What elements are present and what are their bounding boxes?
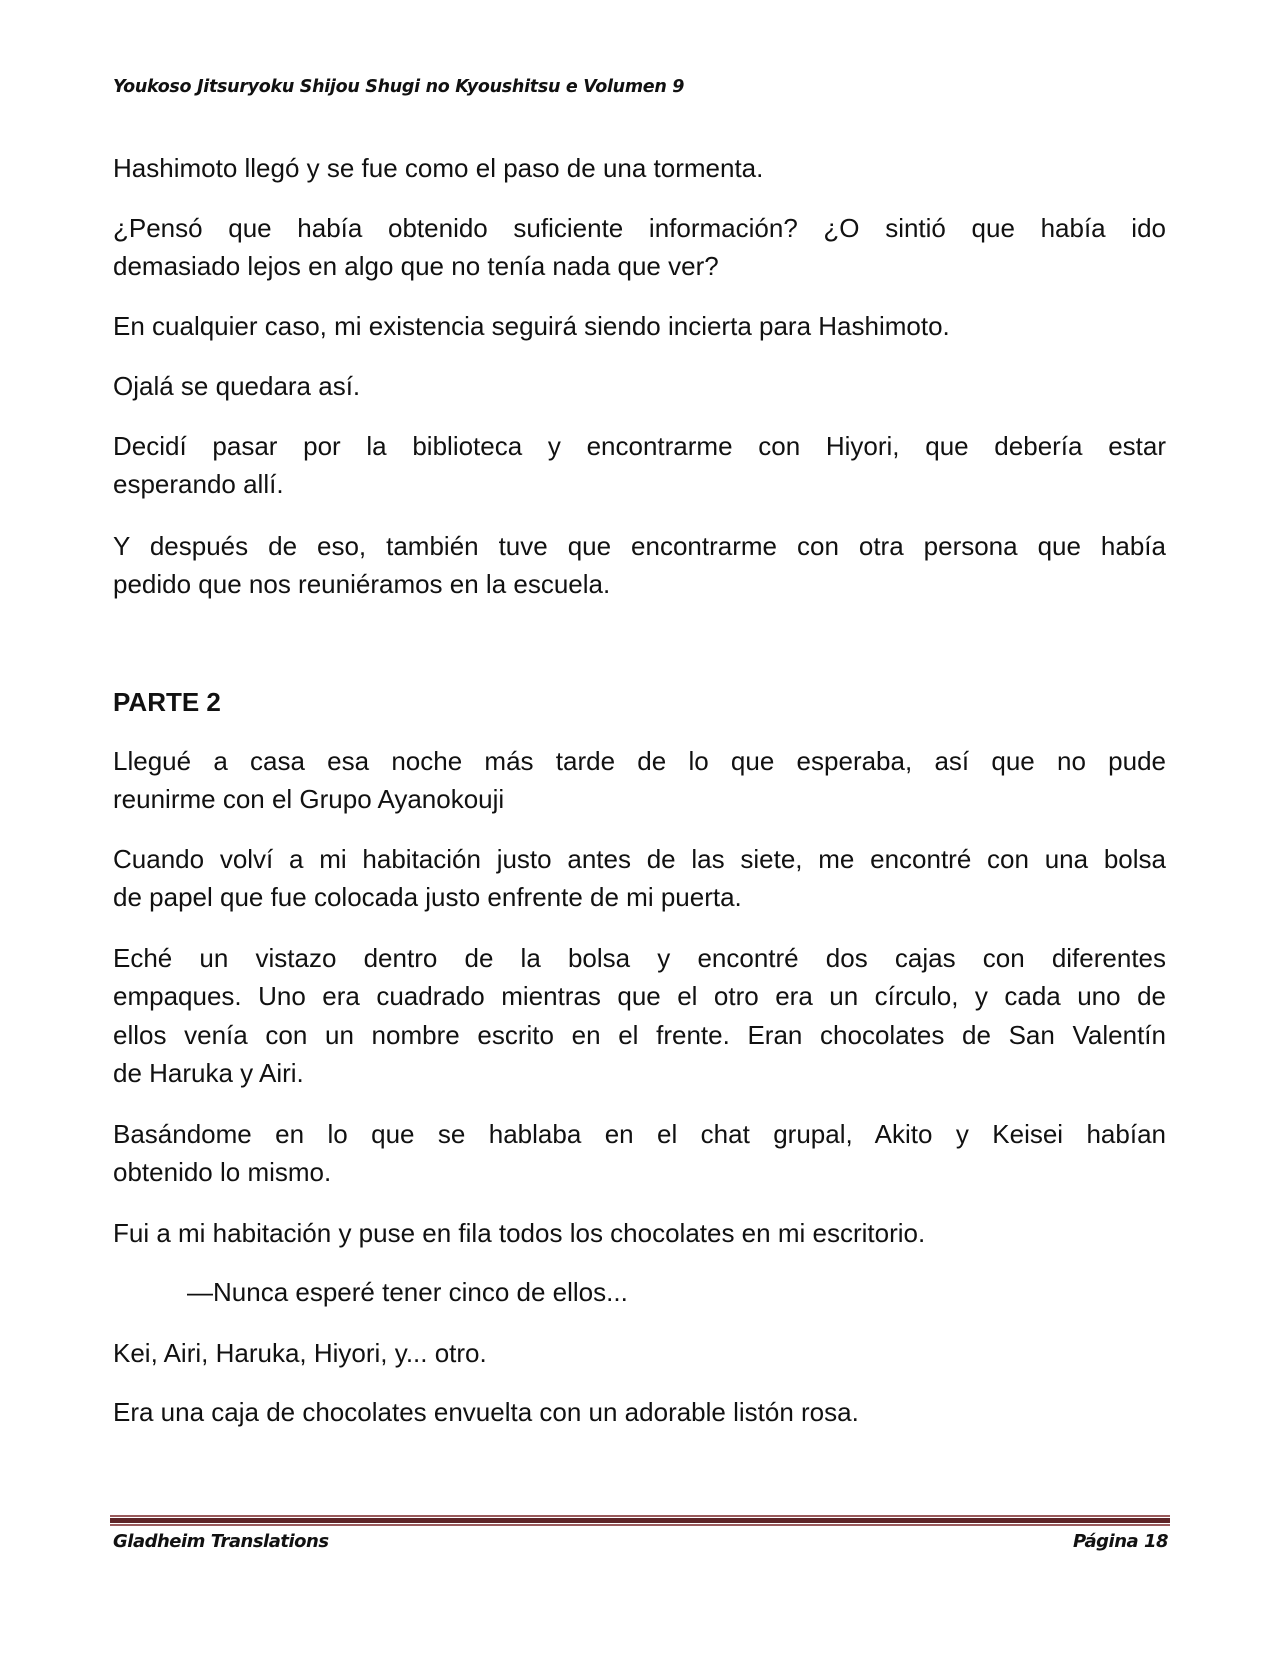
text-line: pedido que nos reuniéramos en la escuela.: [113, 569, 611, 600]
paragraph: [113, 1214, 1166, 1252]
text-line: Eché un vistazo dentro de la bolsa y encontré dos cajas con diferentes: [113, 943, 1166, 973]
paragraph: [113, 742, 1166, 819]
text-line: —Nunca esperé tener cinco de ellos...: [187, 1277, 628, 1307]
paragraph: [113, 527, 1166, 604]
paragraph: [113, 367, 1166, 405]
text-line: Ojalá se quedara así.: [113, 371, 361, 401]
footer-page-number: Página 18: [1072, 1531, 1168, 1552]
text-line: ellos venía con un nombre escrito en el frente. Eran chocolates de San Valentín: [113, 1019, 1166, 1050]
text-line: ¿Pensó que había obtenido suficiente información? ¿O sintió que había ido: [113, 213, 1166, 243]
text-line: Era una caja de chocolates envuelta con un adorable listón rosa.: [113, 1397, 859, 1427]
paragraph: [113, 149, 1166, 187]
paragraph: [113, 307, 1166, 345]
footer-divider: [110, 1515, 1170, 1526]
paragraph: [113, 209, 1166, 286]
text-line: Kei, Airi, Haruka, Hiyori, y... otro.: [113, 1338, 487, 1368]
footer-divider-band: [110, 1518, 1170, 1523]
paragraph: [113, 427, 1166, 504]
text-line: Hashimoto llegó y se fue como el paso de una tormenta.: [113, 153, 764, 183]
paragraph: [113, 1393, 1166, 1431]
text-line: En cualquier caso, mi existencia seguirá siendo incierta para Hashimoto.: [113, 311, 950, 341]
paragraph: [113, 1115, 1166, 1192]
paragraph: [113, 939, 1166, 1092]
footer-publisher: Gladheim Translations: [113, 1531, 329, 1552]
footer-divider-thin-bottom: [110, 1524, 1170, 1526]
text-line: Fui a mi habitación y puse en fila todos los chocolates en mi escritorio.: [113, 1218, 926, 1248]
text-line: empaques. Uno era cuadrado mientras que el otro era un círculo, y cada uno de: [113, 981, 1166, 1012]
text-line: obtenido lo mismo.: [113, 1157, 332, 1188]
text-line: Basándome en lo que se hablaba en el chat grupal, Akito y Keisei habían: [113, 1119, 1166, 1149]
section-heading: PARTE 2: [113, 687, 221, 717]
text-line: esperando allí.: [113, 469, 284, 500]
text-line: de papel que fue colocada justo enfrente de mi puerta.: [113, 882, 742, 913]
text-line: de Haruka y Airi.: [113, 1057, 304, 1088]
text-line: Decidí pasar por la biblioteca y encontrarme con Hiyori, que debería estar: [113, 431, 1166, 461]
text-line: reunirme con el Grupo Ayanokouji: [113, 784, 505, 815]
paragraph: [113, 1334, 1166, 1372]
paragraph-dialogue: [113, 1273, 1166, 1311]
text-line: Y después de eso, también tuve que encontrarme con otra persona que había: [113, 531, 1166, 561]
running-header: Youkoso Jitsuryoku Shijou Shugi no Kyoushitsu e Volumen 9: [113, 77, 685, 97]
footer-divider-thin-top: [110, 1515, 1170, 1517]
paragraph: [113, 840, 1166, 917]
text-line: Cuando volví a mi habitación justo antes de las siete, me encontré con una bolsa: [113, 844, 1166, 874]
text-line: Llegué a casa esa noche más tarde de lo que esperaba, así que no pude: [113, 746, 1166, 776]
text-line: demasiado lejos en algo que no tenía nada que ver?: [113, 251, 719, 282]
